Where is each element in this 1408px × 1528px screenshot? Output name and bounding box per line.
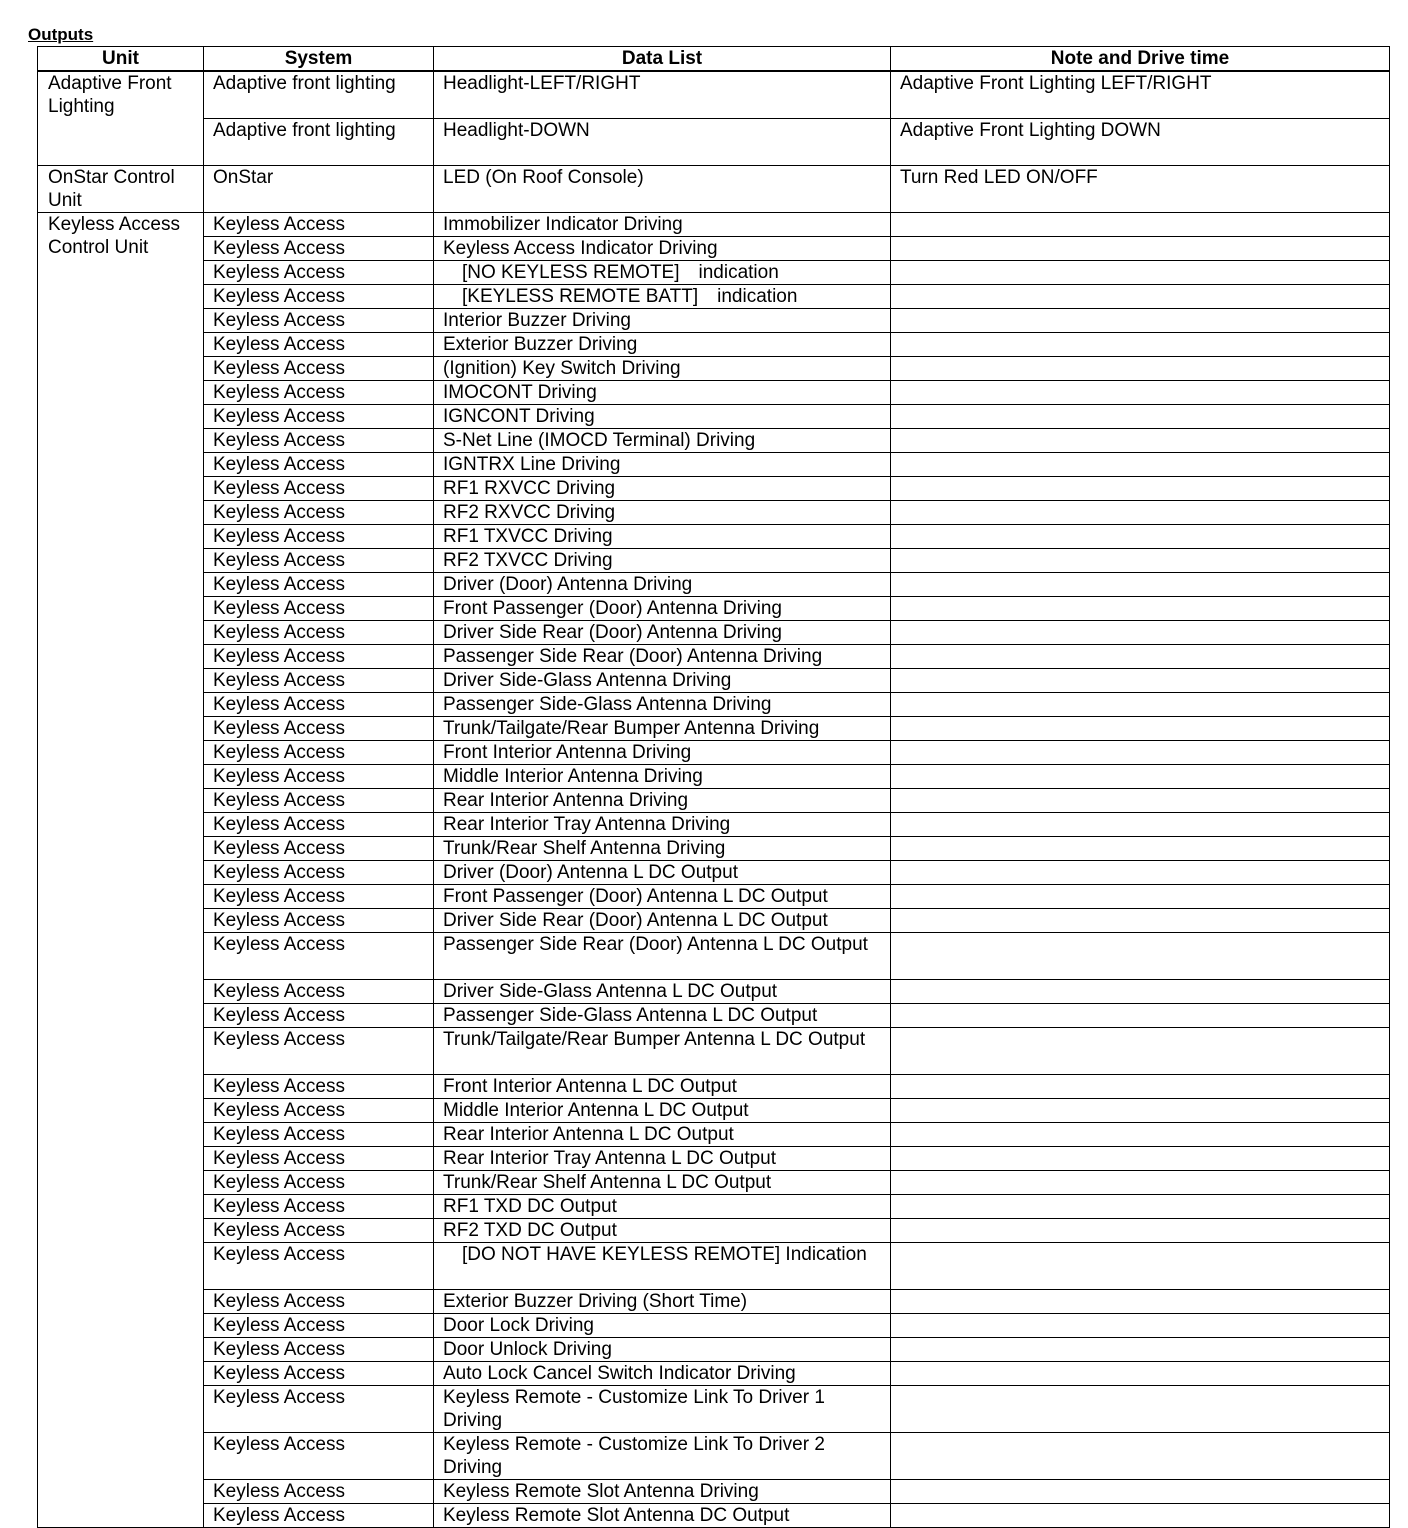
system-cell: Keyless Access	[204, 789, 434, 813]
system-cell: Keyless Access	[204, 477, 434, 501]
table-row	[38, 1099, 1390, 1123]
system-cell: OnStar	[204, 166, 434, 213]
system-cell: Keyless Access	[204, 693, 434, 717]
note-cell	[891, 477, 1390, 501]
system-cell: Keyless Access	[204, 861, 434, 885]
table-row	[38, 501, 1390, 525]
system-cell: Keyless Access	[204, 1290, 434, 1314]
system-cell: Keyless Access	[204, 213, 434, 237]
table-row	[38, 381, 1390, 405]
table-row	[38, 980, 1390, 1004]
table-row	[38, 525, 1390, 549]
table-row	[38, 1338, 1390, 1362]
data-list-cell: [KEYLESS REMOTE BATT] indication	[434, 285, 891, 309]
table-row	[38, 669, 1390, 693]
table-row	[38, 1433, 1390, 1480]
table-row	[38, 741, 1390, 765]
data-list-cell: Rear Interior Antenna L DC Output	[434, 1123, 891, 1147]
note-cell	[891, 501, 1390, 525]
table-row	[38, 1290, 1390, 1314]
table-row	[38, 1504, 1390, 1528]
system-cell: Keyless Access	[204, 669, 434, 693]
table-row	[38, 933, 1390, 980]
data-list-cell: Keyless Remote - Customize Link To Driver 2 Driving	[434, 1433, 891, 1480]
note-cell	[891, 1195, 1390, 1219]
data-list-cell: Driver Side Rear (Door) Antenna Driving	[434, 621, 891, 645]
system-cell: Keyless Access	[204, 1314, 434, 1338]
system-cell: Keyless Access	[204, 741, 434, 765]
note-cell	[891, 1314, 1390, 1338]
data-list-cell: IGNCONT Driving	[434, 405, 891, 429]
table-row	[38, 477, 1390, 501]
table-row	[38, 119, 1390, 166]
data-list-cell: Immobilizer Indicator Driving	[434, 213, 891, 237]
system-cell: Keyless Access	[204, 621, 434, 645]
data-list-cell: Headlight-LEFT/RIGHT	[434, 71, 891, 119]
data-list-cell: RF1 RXVCC Driving	[434, 477, 891, 501]
note-cell: Turn Red LED ON/OFF	[891, 166, 1390, 213]
data-list-cell: Keyless Remote Slot Antenna DC Output	[434, 1504, 891, 1528]
note-cell	[891, 597, 1390, 621]
data-list-cell: Trunk/Tailgate/Rear Bumper Antenna Driving	[434, 717, 891, 741]
note-cell	[891, 1099, 1390, 1123]
note-cell	[891, 1171, 1390, 1195]
system-cell: Keyless Access	[204, 261, 434, 285]
data-list-cell: Rear Interior Tray Antenna Driving	[434, 813, 891, 837]
note-cell	[891, 717, 1390, 741]
system-cell: Adaptive front lighting	[204, 119, 434, 166]
note-cell	[891, 405, 1390, 429]
system-cell: Adaptive front lighting	[204, 71, 434, 119]
unit-cell: OnStar Control Unit	[38, 166, 204, 213]
note-cell	[891, 333, 1390, 357]
table-body	[38, 71, 1390, 1528]
system-cell: Keyless Access	[204, 1075, 434, 1099]
table-row	[38, 213, 1390, 237]
note-cell	[891, 309, 1390, 333]
system-cell: Keyless Access	[204, 573, 434, 597]
note-cell	[891, 1147, 1390, 1171]
note-cell	[891, 693, 1390, 717]
header-data-list: Data List	[434, 47, 891, 72]
table-row	[38, 1004, 1390, 1028]
table-row	[38, 1147, 1390, 1171]
data-list-cell: Trunk/Rear Shelf Antenna L DC Output	[434, 1171, 891, 1195]
table-row	[38, 261, 1390, 285]
outputs-table	[37, 46, 1390, 1528]
table-row	[38, 573, 1390, 597]
system-cell: Keyless Access	[204, 1171, 434, 1195]
note-cell	[891, 909, 1390, 933]
table-row	[38, 1362, 1390, 1386]
system-cell: Keyless Access	[204, 1219, 434, 1243]
data-list-cell: Middle Interior Antenna Driving	[434, 765, 891, 789]
header-system: System	[204, 47, 434, 72]
system-cell: Keyless Access	[204, 357, 434, 381]
system-cell: Keyless Access	[204, 1433, 434, 1480]
table-row	[38, 789, 1390, 813]
system-cell: Keyless Access	[204, 333, 434, 357]
data-list-cell: Driver Side-Glass Antenna L DC Output	[434, 980, 891, 1004]
note-cell	[891, 645, 1390, 669]
note-cell	[891, 861, 1390, 885]
system-cell: Keyless Access	[204, 381, 434, 405]
note-cell	[891, 1386, 1390, 1433]
system-cell: Keyless Access	[204, 1004, 434, 1028]
system-cell: Keyless Access	[204, 549, 434, 573]
note-cell	[891, 525, 1390, 549]
table-row	[38, 885, 1390, 909]
note-cell	[891, 357, 1390, 381]
data-list-cell: Door Unlock Driving	[434, 1338, 891, 1362]
data-list-cell: Exterior Buzzer Driving (Short Time)	[434, 1290, 891, 1314]
data-list-cell: RF1 TXVCC Driving	[434, 525, 891, 549]
table-row	[38, 861, 1390, 885]
system-cell: Keyless Access	[204, 285, 434, 309]
system-cell: Keyless Access	[204, 453, 434, 477]
system-cell: Keyless Access	[204, 237, 434, 261]
data-list-cell: Front Interior Antenna Driving	[434, 741, 891, 765]
data-list-cell: RF2 RXVCC Driving	[434, 501, 891, 525]
note-cell	[891, 261, 1390, 285]
data-list-cell: Exterior Buzzer Driving	[434, 333, 891, 357]
section-title: Outputs	[28, 25, 94, 44]
note-cell	[891, 1028, 1390, 1075]
table-row	[38, 909, 1390, 933]
system-cell: Keyless Access	[204, 1504, 434, 1528]
note-cell	[891, 573, 1390, 597]
data-list-cell: Passenger Side Rear (Door) Antenna L DC Output	[434, 933, 891, 980]
table-row	[38, 1075, 1390, 1099]
data-list-cell: Passenger Side-Glass Antenna L DC Output	[434, 1004, 891, 1028]
table-row	[38, 621, 1390, 645]
data-list-cell: Door Lock Driving	[434, 1314, 891, 1338]
system-cell: Keyless Access	[204, 1195, 434, 1219]
table-row	[38, 1028, 1390, 1075]
note-cell	[891, 885, 1390, 909]
system-cell: Keyless Access	[204, 1099, 434, 1123]
table-row	[38, 237, 1390, 261]
table-row	[38, 549, 1390, 573]
table-row	[38, 71, 1390, 119]
unit-cell: Adaptive Front Lighting	[38, 71, 204, 166]
table-row	[38, 285, 1390, 309]
note-cell	[891, 1290, 1390, 1314]
note-cell	[891, 1123, 1390, 1147]
data-list-cell: Rear Interior Tray Antenna L DC Output	[434, 1147, 891, 1171]
table-row	[38, 597, 1390, 621]
data-list-cell: (Ignition) Key Switch Driving	[434, 357, 891, 381]
note-cell	[891, 1504, 1390, 1528]
table-row	[38, 333, 1390, 357]
table-row	[38, 765, 1390, 789]
system-cell: Keyless Access	[204, 813, 434, 837]
table-row	[38, 1171, 1390, 1195]
system-cell: Keyless Access	[204, 405, 434, 429]
data-list-cell: Passenger Side Rear (Door) Antenna Driving	[434, 645, 891, 669]
table-row	[38, 453, 1390, 477]
data-list-cell: Keyless Remote - Customize Link To Driver 1 Driving	[434, 1386, 891, 1433]
system-cell: Keyless Access	[204, 501, 434, 525]
table-row	[38, 813, 1390, 837]
data-list-cell: Trunk/Tailgate/Rear Bumper Antenna L DC Output	[434, 1028, 891, 1075]
table-row	[38, 357, 1390, 381]
data-list-cell: [DO NOT HAVE KEYLESS REMOTE] Indication	[434, 1243, 891, 1290]
system-cell: Keyless Access	[204, 933, 434, 980]
system-cell: Keyless Access	[204, 1386, 434, 1433]
table-row	[38, 1219, 1390, 1243]
note-cell	[891, 813, 1390, 837]
system-cell: Keyless Access	[204, 837, 434, 861]
note-cell	[891, 1075, 1390, 1099]
data-list-cell: Middle Interior Antenna L DC Output	[434, 1099, 891, 1123]
note-cell	[891, 1219, 1390, 1243]
system-cell: Keyless Access	[204, 597, 434, 621]
note-cell	[891, 1362, 1390, 1386]
note-cell	[891, 669, 1390, 693]
note-cell	[891, 741, 1390, 765]
data-list-cell: Driver (Door) Antenna Driving	[434, 573, 891, 597]
data-list-cell: Driver Side Rear (Door) Antenna L DC Output	[434, 909, 891, 933]
data-list-cell: RF2 TXD DC Output	[434, 1219, 891, 1243]
note-cell	[891, 621, 1390, 645]
system-cell: Keyless Access	[204, 525, 434, 549]
system-cell: Keyless Access	[204, 645, 434, 669]
table-row	[38, 309, 1390, 333]
data-list-cell: RF2 TXVCC Driving	[434, 549, 891, 573]
system-cell: Keyless Access	[204, 429, 434, 453]
note-cell	[891, 837, 1390, 861]
system-cell: Keyless Access	[204, 1338, 434, 1362]
table-row	[38, 405, 1390, 429]
note-cell	[891, 789, 1390, 813]
system-cell: Keyless Access	[204, 1362, 434, 1386]
system-cell: Keyless Access	[204, 717, 434, 741]
note-cell: Adaptive Front Lighting DOWN	[891, 119, 1390, 166]
table-row	[38, 1480, 1390, 1504]
table-row	[38, 1386, 1390, 1433]
system-cell: Keyless Access	[204, 765, 434, 789]
table-row	[38, 1123, 1390, 1147]
unit-cell: Keyless Access Control Unit	[38, 213, 204, 1528]
data-list-cell: RF1 TXD DC Output	[434, 1195, 891, 1219]
header-note: Note and Drive time	[891, 47, 1390, 72]
header-row	[38, 47, 1390, 72]
table-row	[38, 429, 1390, 453]
table-row	[38, 837, 1390, 861]
system-cell: Keyless Access	[204, 1480, 434, 1504]
note-cell	[891, 213, 1390, 237]
system-cell: Keyless Access	[204, 1028, 434, 1075]
data-list-cell: Rear Interior Antenna Driving	[434, 789, 891, 813]
note-cell: Adaptive Front Lighting LEFT/RIGHT	[891, 71, 1390, 119]
system-cell: Keyless Access	[204, 1147, 434, 1171]
data-list-cell: Front Passenger (Door) Antenna L DC Output	[434, 885, 891, 909]
note-cell	[891, 1338, 1390, 1362]
data-list-cell: Auto Lock Cancel Switch Indicator Driving	[434, 1362, 891, 1386]
note-cell	[891, 980, 1390, 1004]
data-list-cell: Passenger Side-Glass Antenna Driving	[434, 693, 891, 717]
data-list-cell: Front Interior Antenna L DC Output	[434, 1075, 891, 1099]
data-list-cell: Front Passenger (Door) Antenna Driving	[434, 597, 891, 621]
note-cell	[891, 1480, 1390, 1504]
data-list-cell: Keyless Remote Slot Antenna Driving	[434, 1480, 891, 1504]
note-cell	[891, 549, 1390, 573]
table-row	[38, 717, 1390, 741]
note-cell	[891, 1433, 1390, 1480]
data-list-cell: S-Net Line (IMOCD Terminal) Driving	[434, 429, 891, 453]
note-cell	[891, 1243, 1390, 1290]
data-list-cell: IGNTRX Line Driving	[434, 453, 891, 477]
note-cell	[891, 285, 1390, 309]
data-list-cell: IMOCONT Driving	[434, 381, 891, 405]
system-cell: Keyless Access	[204, 885, 434, 909]
note-cell	[891, 1004, 1390, 1028]
system-cell: Keyless Access	[204, 909, 434, 933]
system-cell: Keyless Access	[204, 1123, 434, 1147]
data-list-cell: Keyless Access Indicator Driving	[434, 237, 891, 261]
note-cell	[891, 453, 1390, 477]
table-row	[38, 645, 1390, 669]
table-row	[38, 693, 1390, 717]
header-unit: Unit	[38, 47, 204, 72]
system-cell: Keyless Access	[204, 309, 434, 333]
data-list-cell: [NO KEYLESS REMOTE] indication	[434, 261, 891, 285]
table-row	[38, 1314, 1390, 1338]
data-list-cell: Trunk/Rear Shelf Antenna Driving	[434, 837, 891, 861]
note-cell	[891, 765, 1390, 789]
data-list-cell: LED (On Roof Console)	[434, 166, 891, 213]
data-list-cell: Headlight-DOWN	[434, 119, 891, 166]
data-list-cell: Interior Buzzer Driving	[434, 309, 891, 333]
note-cell	[891, 429, 1390, 453]
note-cell	[891, 381, 1390, 405]
data-list-cell: Driver (Door) Antenna L DC Output	[434, 861, 891, 885]
note-cell	[891, 237, 1390, 261]
note-cell	[891, 933, 1390, 980]
table-row	[38, 166, 1390, 213]
table-row	[38, 1195, 1390, 1219]
system-cell: Keyless Access	[204, 1243, 434, 1290]
table-row	[38, 1243, 1390, 1290]
system-cell: Keyless Access	[204, 980, 434, 1004]
data-list-cell: Driver Side-Glass Antenna Driving	[434, 669, 891, 693]
